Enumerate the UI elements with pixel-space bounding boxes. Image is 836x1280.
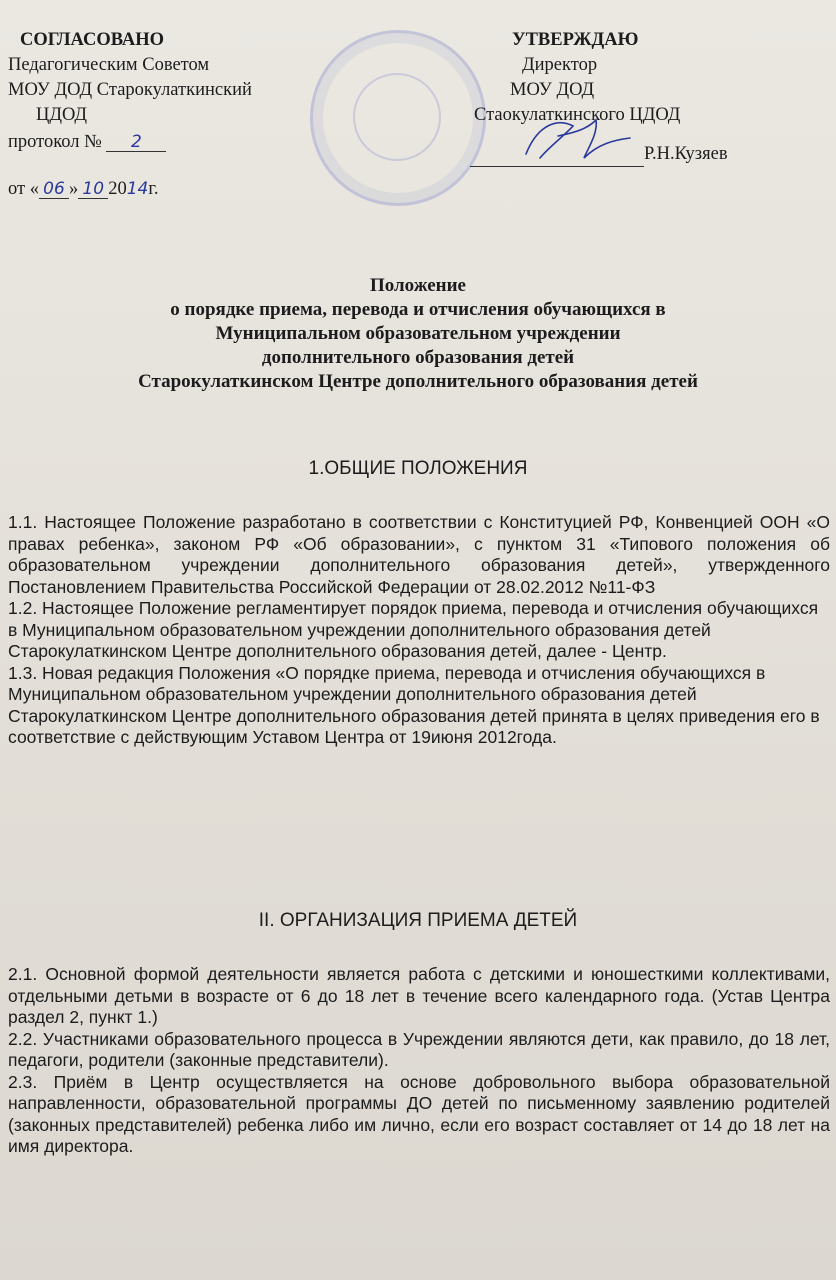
title-line1: Положение <box>369 275 466 296</box>
section1-paragraph1: 1.1. Настоящее Положение разработано в соответствии с Конституцией РФ, Конвенцией ООН «О правах ребенка», законом РФ «Об образовании», с пунктом 31 «Типового положения об образовательном учреждении дополнительного образования детей», утвержденного Постановлением Правительства Российской Федерации от 28.02.2012 №11-ФЗ <box>8 512 830 597</box>
date-year-suffix: 14 <box>126 179 149 199</box>
title-line3: Муниципальном образовательном учреждении <box>215 323 621 344</box>
date-end: г. <box>148 179 159 199</box>
approval-right-heading: УТВЕРЖДАЮ <box>512 30 639 50</box>
approval-left-heading: СОГЛАСОВАНО <box>20 30 165 50</box>
approval-left-line3: ЦДОД <box>36 105 88 125</box>
section2-paragraph2: 2.2. Участниками образовательного процесса в Учреждении являются дети, как правило, до 18 лет, педагоги, родители (законные представители). <box>8 1028 830 1070</box>
title-line2: о порядке приема, перевода и отчисления обучающихся в <box>170 299 666 320</box>
section1-body <box>8 512 830 749</box>
date-year-prefix: 20 <box>108 179 127 199</box>
handwritten-signature-mark <box>518 114 638 162</box>
section2-paragraph3: 2.3. Приём в Центр осуществляется на основе добровольного выбора образовательной направленности, образовательной программы ДО детей по письменному заявлению родителей (законных представителей) ребенка либо им лично, если его возраст составляет от 14 до 18 лет на имя директора. <box>8 1071 830 1156</box>
approval-right-line2: МОУ ДОД <box>510 80 595 100</box>
date-prefix: от « <box>8 179 39 199</box>
signature-line <box>470 142 728 167</box>
protocol-label: протокол № <box>8 132 102 152</box>
protocol-number: 2 <box>106 133 166 152</box>
signature <box>470 144 644 167</box>
section2-heading: II. ОРГАНИЗАЦИЯ ПРИЕМА ДЕТЕЙ <box>258 910 578 931</box>
title-line4: дополнительного образования детей <box>261 347 575 368</box>
section2-body <box>8 964 830 1158</box>
section2-paragraph1: 2.1. Основной формой деятельности является работа с детскими и юношесткими коллективами, отдельными детьми в возрасте от 6 до 18 лет в течение всего календарного года. (Устав Центра раздел 2, пункт 1.) <box>8 964 830 1027</box>
section1-paragraph3: 1.3. Новая редакция Положения «О порядке приема, перевода и отчисления обучающихся в Муниципальном образовательном учреждении дополнительного образования детей Старокулаткинском Центре дополнительного образования детей принята в целях приведения его в соответствие с действующим Уставом Центра от 19июня 2012года. <box>8 662 820 747</box>
signer-name: Р.Н.Кузяев <box>644 144 728 164</box>
date-line <box>8 177 252 202</box>
approval-left-line1: Педагогическим Советом <box>8 55 210 75</box>
approval-left-block <box>8 28 252 202</box>
document-title <box>0 274 836 394</box>
approval-right-line1: Директор <box>522 55 598 75</box>
official-seal-stamp <box>310 30 486 206</box>
section1-paragraph2: 1.2. Настоящее Положение регламентирует порядок приема, перевода и отчисления обучающихся в Муниципальном образовательном учреждении дополнительного образования детей Старокулаткинском Центре дополнительного образования детей, далее - Центр. <box>8 598 819 661</box>
approval-left-line2: МОУ ДОД Старокулаткинский <box>8 80 252 100</box>
date-day: 06 <box>39 180 69 199</box>
approval-right-line3: Стаокулаткинского ЦДОД <box>474 105 681 125</box>
section1-heading: 1.ОБЩИЕ ПОЛОЖЕНИЯ <box>308 458 528 479</box>
date-mid: » <box>68 179 79 199</box>
date-month: 10 <box>78 180 108 199</box>
seal-emblem <box>353 73 441 161</box>
protocol-line <box>8 130 252 155</box>
title-line5: Старокулаткинском Центре дополнительного образования детей <box>138 371 698 392</box>
approval-right-block <box>470 28 728 167</box>
